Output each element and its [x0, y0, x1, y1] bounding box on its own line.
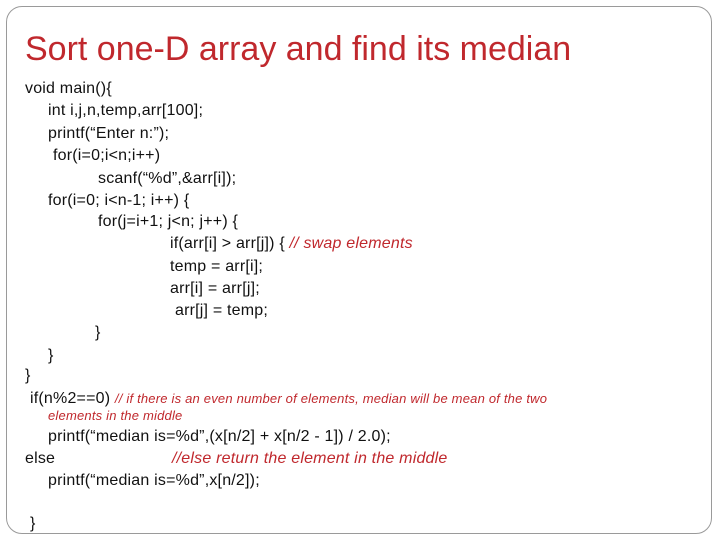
code-line-16: elements in the middle: [48, 408, 183, 423]
slide-title: Sort one-D array and find its median: [25, 30, 572, 68]
code-line-15-code: if(n%2==0): [30, 390, 115, 407]
code-line-17: printf(“median is=%d”,(x[n/2] + x[n/2 - 1]) / 2.0);: [48, 428, 391, 445]
code-line-9: temp = arr[i];: [170, 258, 264, 275]
code-line-15-comment: // if there is an even number of elements, median will be mean of the two: [114, 391, 548, 406]
code-line-11: arr[j] = temp;: [175, 302, 269, 319]
code-line-2: int i,j,n,temp,arr[100];: [48, 102, 204, 119]
code-line-8-code: if(arr[i] > arr[j]) {: [170, 235, 290, 252]
code-line-13: }: [48, 347, 54, 364]
code-line-4: for(i=0;i<n;i++): [53, 147, 161, 164]
code-line-12: }: [95, 324, 101, 341]
code-line-8-comment: // swap elements: [289, 235, 413, 252]
code-line-19: printf(“median is=%d”,x[n/2]);: [48, 472, 260, 489]
code-line-7: for(j=i+1; j<n; j++) {: [98, 213, 239, 230]
code-line-14: }: [25, 367, 31, 384]
code-line-18-code: else: [25, 450, 56, 467]
code-line-5: scanf(“%d”,&arr[i]);: [98, 170, 237, 187]
code-line-15: [30, 390, 547, 408]
code-line-3: printf(“Enter n:”);: [48, 125, 170, 142]
code-line-6: for(i=0; i<n-1; i++) {: [48, 192, 190, 209]
code-line-20: }: [30, 515, 36, 532]
code-line-10: arr[i] = arr[j];: [170, 280, 260, 297]
code-line-18-comment: //else return the element in the middle: [172, 450, 448, 467]
code-line-8: [170, 235, 413, 253]
code-line-1: void main(){: [25, 80, 112, 97]
